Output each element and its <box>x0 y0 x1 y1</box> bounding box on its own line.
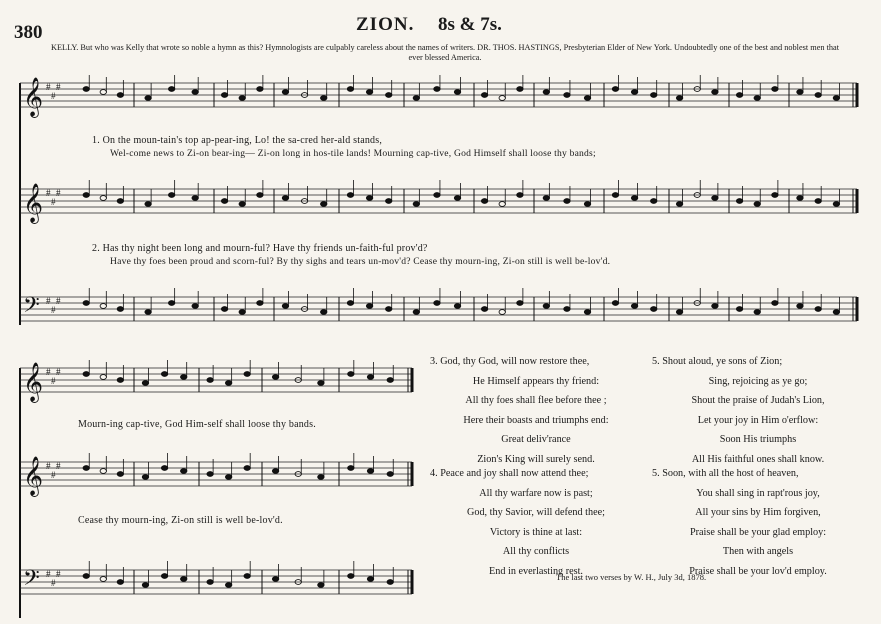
tune-title: ZION. <box>356 14 415 35</box>
staff-treble-1 <box>20 75 857 118</box>
verse5a-line1: 5. Shout aloud, ye sons of Zion; <box>652 356 783 367</box>
svg-text:#: # <box>51 305 56 315</box>
footnote: The last two verses by W. H., July 3d, 1878. <box>556 572 707 582</box>
verse5a-line2: Sing, rejoicing as ye go; <box>708 375 808 387</box>
verse4-line6: End in everlasting rest. <box>489 565 583 577</box>
verse-4 <box>430 464 642 581</box>
treble-clef-icon: 𝄞 <box>23 362 44 402</box>
verse5a-line4: Let your joy in Him o'erflow: <box>697 414 819 426</box>
verse-5b <box>652 464 864 581</box>
staff2-treble-2 <box>20 453 412 497</box>
svg-text:#: # <box>56 188 61 198</box>
lyric-verse2-line1: 2. Has thy night been long and mourn-ful? Have thy friends un-faith-ful prov'd? <box>92 243 428 254</box>
system1-staves <box>14 75 859 335</box>
verse3-line6: Zion's King will surely send. <box>477 453 595 465</box>
verse4-line5: All thy conflicts <box>502 546 570 557</box>
verse5a-line6: All His faithful ones shall know. <box>691 453 825 465</box>
svg-text:#: # <box>56 296 61 306</box>
tune-meter: 8s & 7s. <box>438 14 502 35</box>
verse5b-line2: You shall sing in rapt'rous joy, <box>696 487 820 499</box>
svg-text:#: # <box>51 197 56 207</box>
treble-clef-icon: 𝄞 <box>23 456 44 496</box>
treble-clef-icon: 𝄞 <box>23 183 44 223</box>
svg-text:#: # <box>46 82 51 92</box>
verse3-line3: All thy foes shall flee before thee ; <box>465 395 607 406</box>
verse4-line2: All thy warfare now is past; <box>479 487 593 499</box>
staff-bass <box>20 288 857 323</box>
svg-text:#: # <box>46 367 51 377</box>
verse3-line4: Here their boasts and triumphs end: <box>463 414 609 426</box>
system2-staves <box>14 360 424 620</box>
staff2-bass <box>20 561 412 596</box>
svg-text:#: # <box>56 569 61 579</box>
verse4-line3: God, thy Savior, will defend thee; <box>467 507 605 518</box>
svg-text:#: # <box>56 82 61 92</box>
verse3-line2: He Himself appears thy friend: <box>472 375 600 387</box>
verse4-line1: 4. Peace and joy shall now attend thee; <box>430 468 589 479</box>
header-note: KELLY. But who was Kelly that wrote so noble a hymn as this? Hymnologists are culpably careless about the names of writers. DR. THOS. HASTINGS, Presbyterian Elder of New York. Undoubtedly one of the best and noblest men that ever blessed America. <box>50 43 840 62</box>
verse3-line5: Great deliv'rance <box>501 434 571 445</box>
svg-text:#: # <box>46 296 51 306</box>
lyric-system2-verse2: Cease thy mourn-ing, Zi-on still is well be-lov'd. <box>78 515 283 526</box>
verse5b-line3: All your sins by Him forgiven, <box>695 507 821 518</box>
verse-5a <box>652 352 864 469</box>
verse5b-line6: Praise shall be your lov'd employ. <box>689 565 827 577</box>
verse4-line4: Victory is thine at last: <box>489 526 583 538</box>
svg-text:#: # <box>46 569 51 579</box>
staff-treble-2 <box>20 180 857 224</box>
verse5a-line3: Shout the praise of Judah's Lion, <box>691 395 825 406</box>
verse5b-line4: Praise shall be your glad employ: <box>689 526 827 538</box>
svg-text:#: # <box>51 578 56 588</box>
lyric-verse1-line1: 1. On the moun-tain's top ap-pear-ing, Lo! the sa-cred her-ald stands, <box>92 135 383 146</box>
verse3-line1: 3. God, thy God, will now restore thee, <box>430 356 590 367</box>
bass-clef-icon: 𝄢 <box>23 293 40 323</box>
svg-text:#: # <box>46 461 51 471</box>
lyric-verse1-line2: Wel-come news to Zi-on bear-ing— Zi-on long in hos-tile lands! Mourning cap-tive, God Himself shall loose thy bands; <box>110 148 596 159</box>
lyric-system2-verse1: Mourn-ing cap-tive, God Him-self shall loose thy bands. <box>78 419 316 430</box>
svg-text:#: # <box>56 367 61 377</box>
svg-text:#: # <box>51 376 56 386</box>
bass-clef-icon: 𝄢 <box>23 566 40 596</box>
verse5a-line5: Soon His triumphs <box>719 434 797 445</box>
staff2-treble-1 <box>20 360 412 403</box>
svg-text:#: # <box>46 188 51 198</box>
verse5b-line1: 5. Soon, with all the host of heaven, <box>652 468 799 479</box>
lyric-verse2-line2: Have thy foes been proud and scorn-ful? By thy sighs and tears un-mov'd? Cease thy mourn-ing, Zi-on still is well be-lov'd. <box>110 256 611 267</box>
verse5b-line5: Then with angels <box>722 546 794 557</box>
svg-text:#: # <box>51 91 56 101</box>
svg-text:#: # <box>51 470 56 480</box>
page-number: 380 <box>14 22 43 43</box>
svg-text:#: # <box>56 461 61 471</box>
verse-3 <box>430 352 642 469</box>
treble-clef-icon: 𝄞 <box>23 77 44 117</box>
